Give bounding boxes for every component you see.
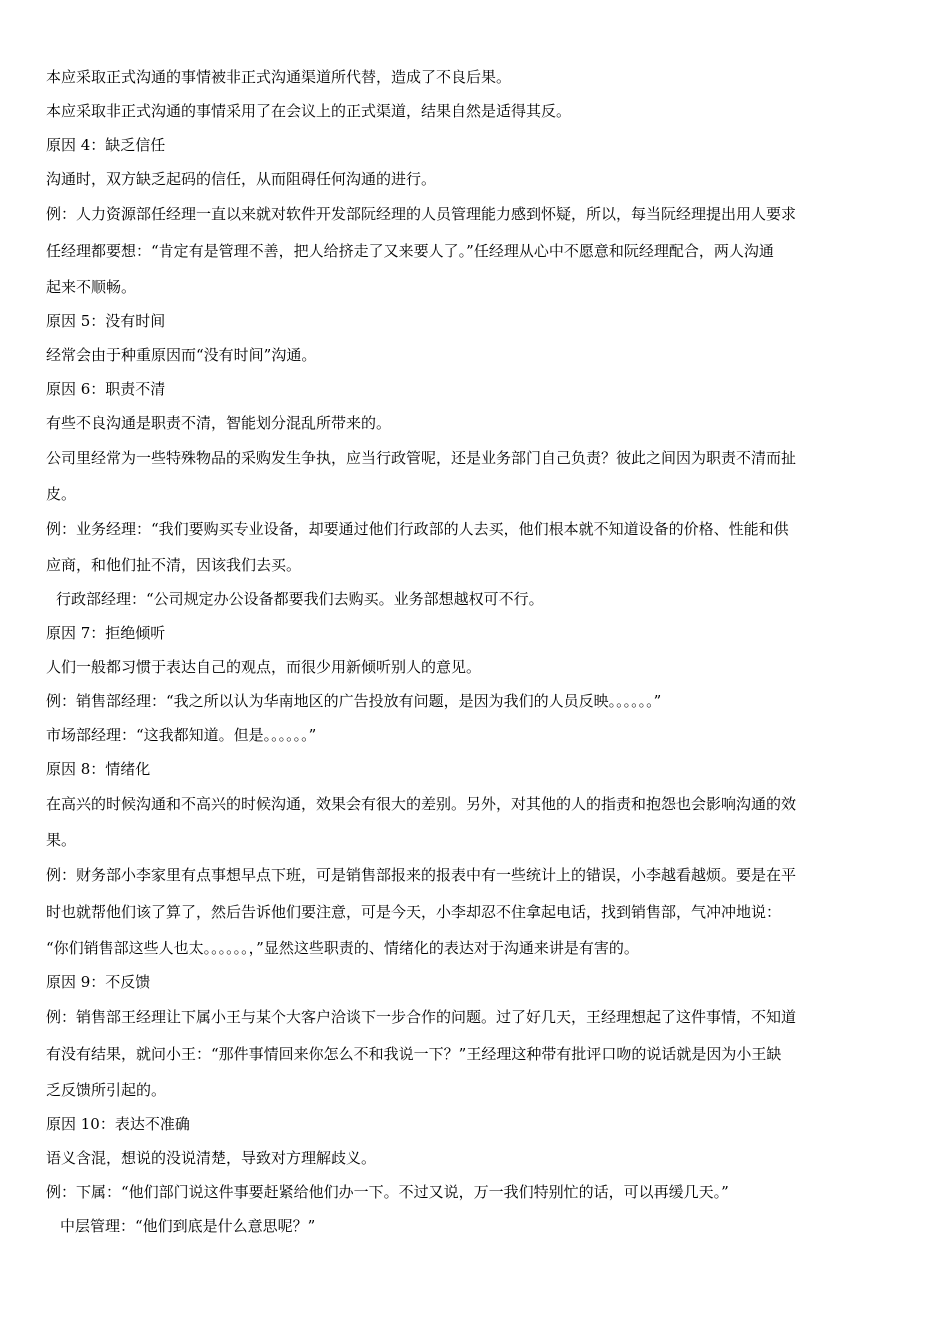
text-line: 果。 <box>46 831 77 849</box>
text-line: 例：人力资源部任经理一直以来就对软件开发部阮经理的人员管理能力感到怀疑，所以，每当阮经理提出用人要求 <box>46 205 797 223</box>
text-line: 公司里经常为一些特殊物品的采购发生争执，应当行政管呢，还是业务部门自己负责？彼此之间因为职责不清而扯 <box>46 449 797 467</box>
text-line: 沟通时，双方缺乏起码的信任，从而阻碍任何沟通的进行。 <box>46 170 437 188</box>
text-line: 在高兴的时候沟通和不高兴的时候沟通，效果会有很大的差别。另外，对其他的人的指责和抱怨也会影响沟通的效 <box>46 795 797 813</box>
text-line: 例：销售部王经理让下属小王与某个大客户洽谈下一步合作的问题。过了好几天，王经理想起了这件事情，不知道 <box>46 1008 797 1026</box>
text-line: 本应采取正式沟通的事情被非正式沟通渠道所代替，造成了不良后果。 <box>46 68 512 86</box>
section-heading: 原因 10：表达不准确 <box>46 1115 190 1133</box>
text-line: 起来不顺畅。 <box>46 278 137 296</box>
text-line: 时也就帮他们该了算了，然后告诉他们要注意，可是今天，小李却忍不住拿起电话，找到销售部，气冲冲地说： <box>46 903 782 921</box>
text-line: 人们一般都习惯于表达自己的观点，而很少用新倾听别人的意见。 <box>46 658 482 676</box>
text-line: 例：下属：“他们部门说这件事要赶紧给他们办一下。不过又说，万一我们特别忙的话，可以再缓几天。” <box>46 1183 729 1201</box>
text-line: 例：业务经理：“我们要购买专业设备，却要通过他们行政部的人去买，他们根本就不知道设备的价格、性能和供 <box>46 520 789 538</box>
text-line: 乏反馈所引起的。 <box>46 1081 167 1099</box>
section-heading: 原因 7：拒绝倾听 <box>46 624 166 642</box>
section-heading: 原因 8：情绪化 <box>46 760 151 778</box>
text-line: 有些不良沟通是职责不清，智能划分混乱所带来的。 <box>46 414 392 432</box>
text-line: 应商，和他们扯不清，因该我们去买。 <box>46 556 302 574</box>
text-line: 市场部经理：“这我都知道。但是。。。。。。” <box>46 726 317 744</box>
text-line: 语义含混，想说的没说清楚，导致对方理解歧义。 <box>46 1149 377 1167</box>
text-line: 本应采取非正式沟通的事情采用了在会议上的正式渠道，结果自然是适得其反。 <box>46 102 572 120</box>
text-line: 任经理都要想：“肯定有是管理不善，把人给挤走了又来要人了。”任经理从心中不愿意和阮经理配合，两人沟通 <box>46 242 774 260</box>
section-heading: 原因 4：缺乏信任 <box>46 136 166 154</box>
text-line: 例：销售部经理：“我之所以认为华南地区的广告投放有问题，是因为我们的人员反映。。。。。。” <box>46 692 662 710</box>
text-line: 中层管理：“他们到底是什么意思呢？” <box>60 1217 316 1235</box>
section-heading: 原因 5：没有时间 <box>46 312 166 330</box>
text-line: 行政部经理：“公司规定办公设备都要我们去购买。业务部想越权可不行。 <box>56 590 544 608</box>
text-line: 皮。 <box>46 485 77 503</box>
text-line: 有没有结果，就问小王：“那件事情回来你怎么不和我说一下？”王经理这种带有批评口吻的说话就是因为小王缺 <box>46 1045 782 1063</box>
section-heading: 原因 9：不反馈 <box>46 973 151 991</box>
section-heading: 原因 6：职责不清 <box>46 380 166 398</box>
text-line: “你们销售部这些人也太。。。。。。，”显然这些职责的、情绪化的表达对于沟通来讲是有害的。 <box>46 939 639 957</box>
text-line: 经常会由于种重原因而“没有时间”沟通。 <box>46 346 317 364</box>
document-page <box>46 60 892 1243</box>
text-line: 例：财务部小李家里有点事想早点下班，可是销售部报来的报表中有一些统计上的错误，小李越看越烦。要是在平 <box>46 866 797 884</box>
